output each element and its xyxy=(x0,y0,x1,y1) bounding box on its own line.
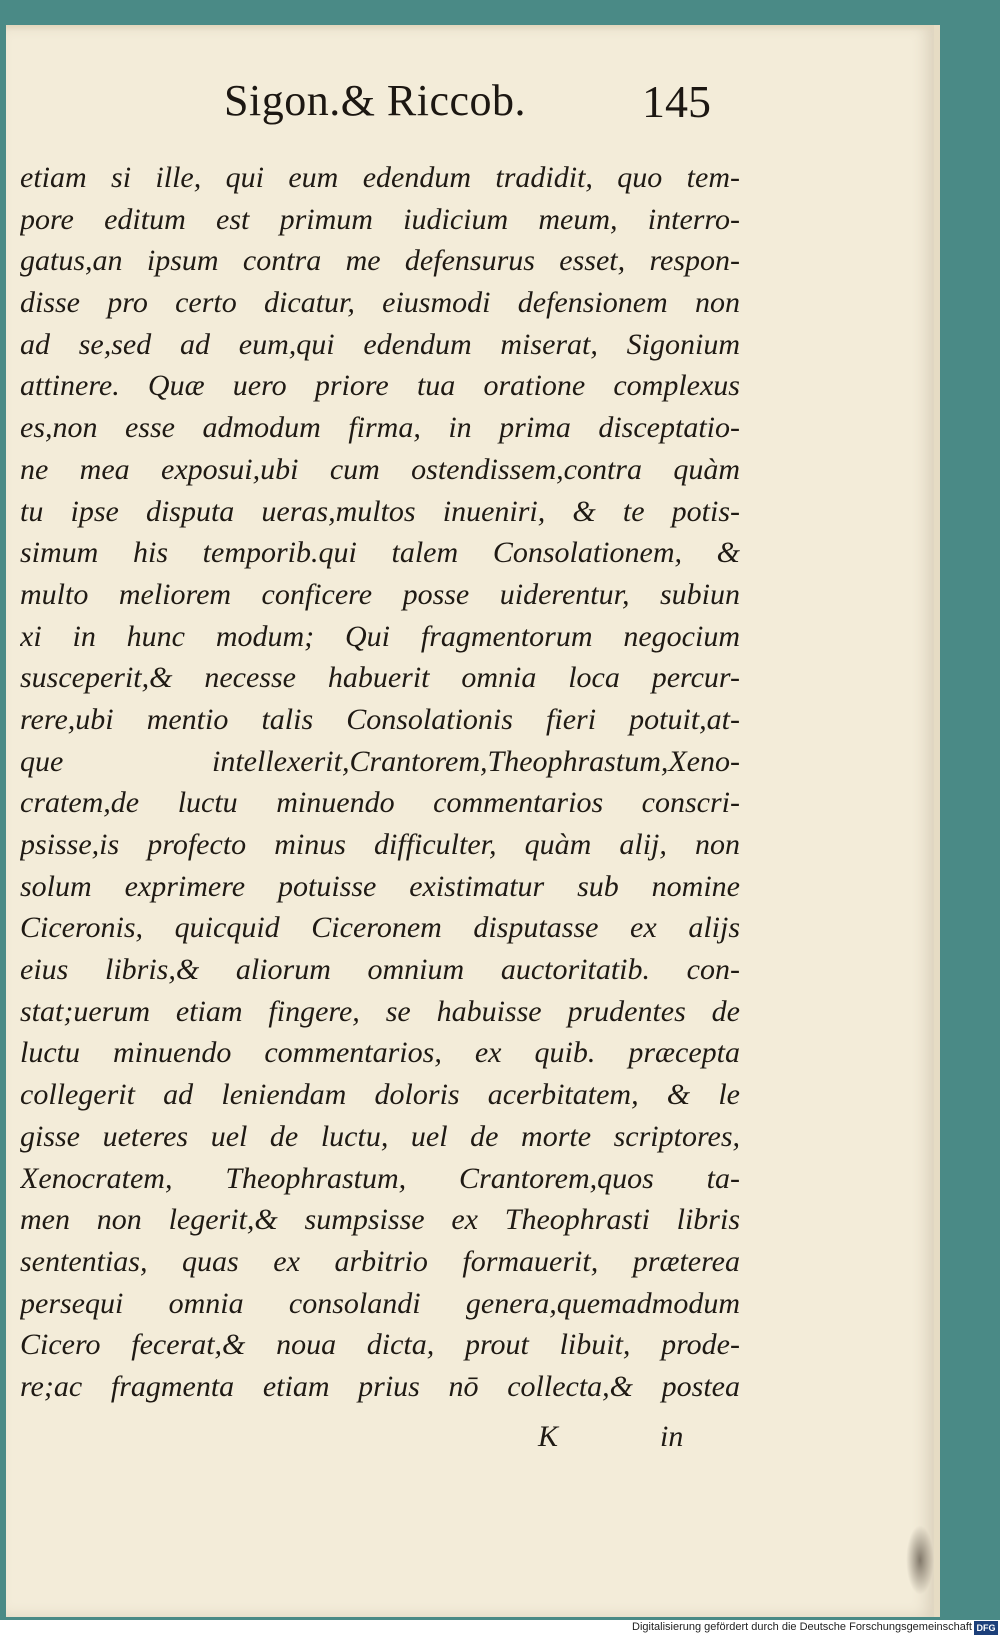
text-line: Xenocratem, Theophrastum, Crantorem,quos ta- xyxy=(20,1161,740,1195)
text-line: Ciceronis, quicquid Ciceronem disputasse ex alijs xyxy=(20,911,740,945)
footer-bar xyxy=(0,1620,1000,1638)
text-line: tu ipse disputa ueras,multos inueniri, & te potis- xyxy=(20,494,740,528)
text-line: disse pro certo dicatur, eiusmodi defensionem non xyxy=(20,286,740,320)
text-line: etiam si ille, qui eum edendum tradidit, quo tem- xyxy=(20,161,740,194)
text-line: cratem,de luctu minuendo commentarios conscri- xyxy=(20,786,740,820)
catchword: in xyxy=(660,1420,684,1453)
text-line: rere,ubi mentio talis Consolationis fieri potuit,at- xyxy=(20,702,740,736)
running-head-title: Sigon.& Riccob. xyxy=(224,76,527,125)
text-line: es,non esse admodum firma, in prima disceptatio- xyxy=(20,411,740,445)
text-line: solum exprimere potuisse existimatur sub nomine xyxy=(20,869,740,903)
text-line: attinere. Quæ uero priore tua oratione complexus xyxy=(20,369,740,403)
text-line: ne mea exposui,ubi cum ostendissem,contra quàm xyxy=(20,452,740,486)
running-head xyxy=(6,75,934,135)
text-line: luctu minuendo commentarios, ex quib. præcepta xyxy=(20,1036,740,1070)
page-stain xyxy=(906,1525,934,1595)
text-line: men non legerit,& sumpsisse ex Theophrasti libris xyxy=(20,1203,740,1237)
catchword-row xyxy=(20,1420,740,1464)
page-number: 145 xyxy=(642,76,711,127)
text-line: eius libris,& aliorum omnium auctoritatib. con- xyxy=(20,953,740,987)
text-line: multo meliorem conficere posse uiderentur, subiun xyxy=(20,577,740,611)
book-page xyxy=(6,25,940,1617)
signature-mark: K xyxy=(538,1420,559,1453)
text-line: re;ac fragmenta etiam prius nō collecta,& postea xyxy=(20,1369,740,1403)
text-line: xi in hunc modum; Qui fragmentorum negocium xyxy=(20,619,740,653)
text-line: gatus,an ipsum contra me defensurus esset, respon- xyxy=(20,244,740,278)
body-text xyxy=(20,157,740,1408)
page-top-edge xyxy=(6,25,934,31)
text-line: stat;uerum etiam fingere, se habuisse prudentes de xyxy=(20,994,740,1028)
text-line: psisse,is profecto minus difficulter, quàm alij, non xyxy=(20,828,740,861)
text-line: collegerit ad leniendam doloris acerbitatem, & le xyxy=(20,1078,740,1112)
text-line: simum his temporib.qui talem Consolationem, & xyxy=(20,536,740,570)
text-line: sententias, quas ex arbitrio formauerit, præterea xyxy=(20,1244,740,1278)
text-line: Cicero fecerat,& noua dicta, prout libuit, prode- xyxy=(20,1328,740,1362)
text-line: pore editum est primum iudicium meum, interro- xyxy=(20,202,740,236)
funding-note: Digitalisierung gefördert durch die Deutsche Forschungsgemeinschaft xyxy=(632,1621,972,1633)
text-line: ad se,sed ad eum,qui edendum miserat, Sigonium xyxy=(20,327,740,361)
text-line: persequi omnia consolandi genera,quemadmodum xyxy=(20,1286,740,1320)
text-line: gisse ueteres uel de luctu, uel de morte scriptores, xyxy=(20,1119,740,1153)
text-line: que intellexerit,Crantorem,Theophrastum,Xeno- xyxy=(20,744,740,778)
text-line: susceperit,& necesse habuerit omnia loca percur- xyxy=(20,661,740,695)
dfg-logo-icon: DFG xyxy=(974,1621,998,1635)
